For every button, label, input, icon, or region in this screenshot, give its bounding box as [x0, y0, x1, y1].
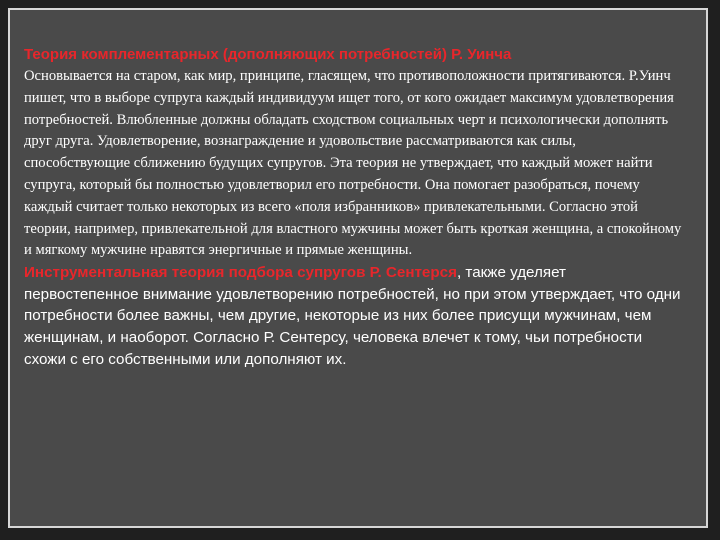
winch-theory-body: Основывается на старом, как мир, принципе, гласящем, что противоположности притягиваются. Р.Уинч пишет, что в выборе супруга каждый индивидуум ищет того, от кого ожидает максимум удовлетворения потребностей. Влюбленные должны обладать сходством социальных черт и психологически дополнять друг друга. Удовлетворение, вознаграждение и удовольствие рассматриваются как силы, способствующие сближению будущих супругов. Эта теория не утверждает, что каждый может найти супруга, который бы полностью удовлетворил его потребности. Она помогает разобраться, почему каждый считает только некоторых из всего «поля избранников» привлекательными. Согласно этой теории, например, привлекательной для властного мужчины может быть кроткая женщина, а спокойному и мягкому мужчине нравятся энергичные и прямые женщины.	[24, 68, 682, 259]
winch-theory-heading: Теория комплементарных (дополняющих потребностей) Р. Уинча	[24, 46, 512, 63]
centers-theory-body: , также уделяет первостепенное внимание удовлетворению потребностей, но при этом утверждает, что одни потребности более важны, чем другие, некоторые из них более присущи мужчинам, чем женщинам, и наоборот. Согласно Р. Сентерсу, человека влечет к тому, чьи потребности схожи с его собственными или дополняют их.	[24, 264, 681, 368]
centers-theory-heading: Инструментальная теория подбора супругов Р. Сентерся	[24, 264, 457, 282]
slide-content	[24, 44, 684, 370]
centers-theory-paragraph	[24, 262, 684, 370]
